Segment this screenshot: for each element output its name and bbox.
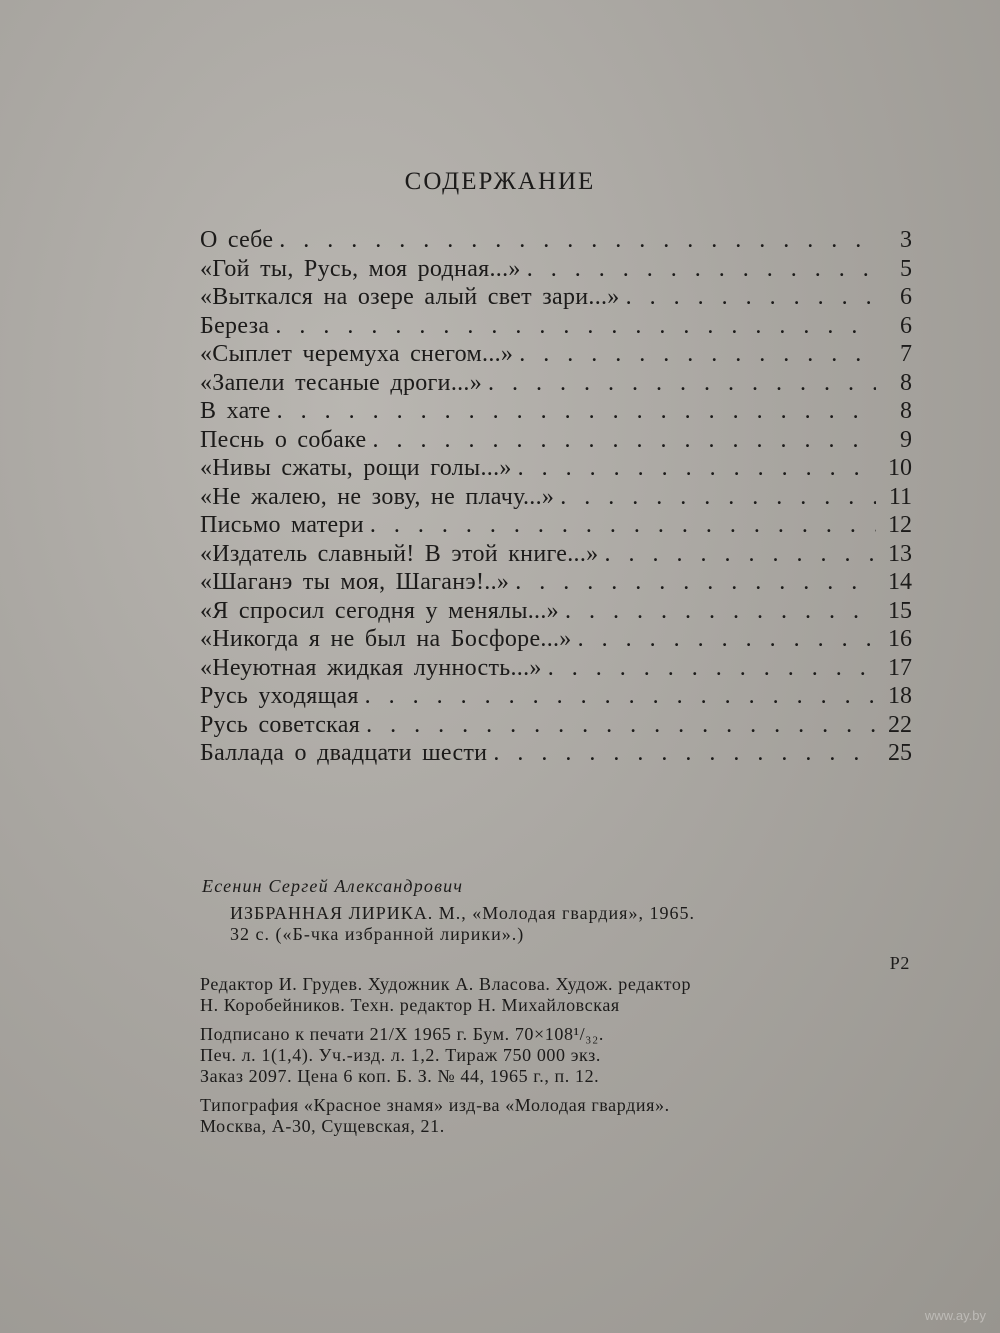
toc-entry-title: Песнь о собаке [200,426,367,453]
toc-dot-leader [279,226,876,254]
toc-entry-title: Русь советская [200,711,361,738]
toc-entry-title: «Я спросил сегодня у менялы...» [200,597,559,624]
toc-dot-leader [565,597,876,625]
toc-entry-title: «Шаганэ ты моя, Шаганэ!..» [200,569,510,595]
toc-dot-leader [493,739,876,767]
printer-block [200,1095,912,1137]
toc-dot-leader [626,283,876,311]
toc-page-number: 18 [888,683,912,709]
toc-dot-leader [519,340,876,368]
toc-page-number: 10 [888,455,912,481]
toc-dot-leader [370,511,876,539]
toc-dot-leader [372,426,876,454]
toc-entry-title: «Никогда я не был на Босфоре...» [200,626,572,652]
toc-dot-leader [277,397,876,425]
toc-page-number: 6 [900,312,912,339]
toc-row [200,654,912,683]
printer-line: Москва, А-30, Сущевская, 21. [200,1116,445,1136]
toc-page-number: 14 [888,569,912,595]
toc-entry-title: Баллада о двадцати шести [200,740,488,766]
toc-dot-leader [365,682,876,710]
toc-page-number: 13 [888,540,912,567]
print-details-line: Печ. л. 1(1,4). Уч.-изд. л. 1,2. Тираж 750 000 экз. [200,1045,601,1065]
toc-row [200,682,912,711]
toc-entry-title: В хате [200,398,271,424]
toc-page-number: 17 [888,654,912,681]
toc-page-number: 3 [900,227,912,253]
toc-page-number: 9 [900,426,912,453]
series-line: 32 с. («Б-чка избранной лирики».) [230,924,525,944]
toc-row [200,454,912,483]
imprint-block [200,876,912,1145]
toc-entry-title: Письмо матери [200,512,364,538]
toc-row [200,625,912,654]
toc-entry-title: «Нивы сжаты, рощи голы...» [200,455,512,481]
editors-block [200,974,912,1016]
toc-dot-leader [527,255,876,283]
toc-entry-title: «Сыплет черемуха снегом...» [200,341,514,367]
book-title-line: ИЗБРАННАЯ ЛИРИКА. М., «Молодая гвардия», 1965. [230,903,695,923]
toc-row [200,511,912,540]
toc-page-number: 15 [888,597,912,624]
toc-entry-title: «Запели тесаные дроги...» [200,369,483,396]
toc-row [200,397,912,426]
toc-dot-leader [604,540,876,568]
toc-row [200,426,912,455]
classification-code: Р2 [889,953,910,973]
editors-line: Редактор И. Грудев. Художник А. Власова. Худож. редактор [200,974,692,994]
print-details-line: Заказ 2097. Цена 6 коп. Б. З. № 44, 1965 г., п. 12. [200,1066,600,1086]
toc-dot-leader [275,312,876,340]
printer-line: Типография «Красное знамя» изд-ва «Молодая гвардия». [200,1095,670,1115]
toc-entry-title: О себе [200,227,274,253]
toc-page-number: 25 [888,740,912,766]
toc-entry-title: «Неуютная жидкая лунность...» [200,654,542,681]
print-details-block [200,1024,912,1087]
toc-page-number: 6 [900,284,912,310]
toc-row [200,483,912,512]
toc-list [200,226,912,768]
print-details-line: Подписано к печати 21/X 1965 г. Бум. 70×108¹/₃₂. [200,1024,605,1044]
toc-row [200,369,912,398]
toc-row [200,312,912,341]
toc-entry-title: Береза [200,312,270,339]
toc-page-number: 5 [900,255,912,282]
toc-dot-leader [578,625,876,653]
toc-entry-title: «Издатель славный! В этой книге...» [200,540,599,567]
toc-row [200,340,912,369]
toc-dot-leader [548,654,876,682]
toc-row [200,255,912,284]
toc-dot-leader [515,568,876,596]
toc-row [200,739,912,768]
toc-page-number: 16 [888,626,912,652]
toc-page-number: 8 [900,369,912,396]
toc-page-number: 8 [900,398,912,424]
site-watermark: www.ay.by [924,1308,986,1323]
toc-title: СОДЕРЖАНИЕ [404,168,596,195]
toc-entry-title: «Не жалею, не зову, не плачу...» [200,483,555,510]
toc-page-number: 11 [888,483,912,510]
toc-page-number: 22 [888,711,912,738]
toc-row [200,597,912,626]
toc-entry-title: «Гой ты, Русь, моя родная...» [200,255,521,282]
toc-row [200,226,912,255]
editors-line: Н. Коробейников. Техн. редактор Н. Михайловская [200,995,620,1015]
author-name: Есенин Сергей Александрович [202,876,464,896]
toc-entry-title: Русь уходящая [200,683,359,709]
toc-row [200,283,912,312]
toc-row [200,711,912,740]
toc-dot-leader [488,369,876,397]
toc-dot-leader [366,711,876,739]
toc-dot-leader [560,483,876,511]
toc-dot-leader [518,454,876,482]
toc-page-number: 7 [900,341,912,367]
toc-entry-title: «Выткался на озере алый свет зари...» [200,284,620,310]
toc-row [200,568,912,597]
toc-row [200,540,912,569]
toc-page-number: 12 [888,512,912,538]
